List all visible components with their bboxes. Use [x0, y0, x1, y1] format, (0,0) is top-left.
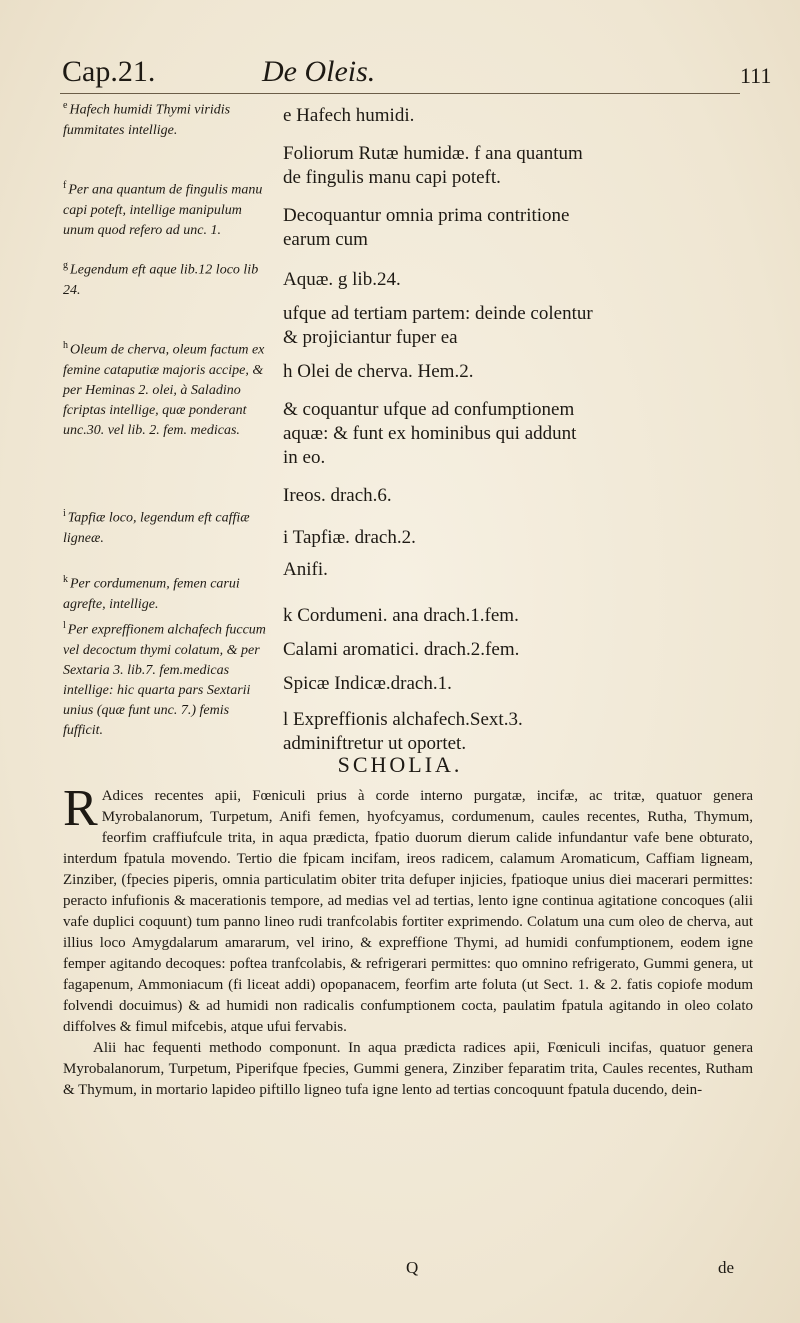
note-text: Hafech humidi Thymi viridis fummitates intellige.	[63, 102, 231, 138]
drop-cap: R	[63, 780, 98, 837]
note-marker: g	[63, 260, 68, 271]
note-text: Legendum eft aque lib.12 loco lib 24.	[63, 262, 259, 298]
note-text: Per ana quantum de fingulis manu capi poteft, intellige manipulum unum quod refero ad unc. 1.	[63, 182, 263, 238]
note-marker: h	[63, 340, 68, 351]
recipe-line: i Tapfiæ. drach.2.	[283, 527, 416, 548]
note-marker: e	[63, 100, 68, 111]
recipe-line: Decoquantur omnia prima contritione	[283, 205, 570, 226]
recipe-line: k Cordumeni. ana drach.1.fem.	[283, 605, 519, 626]
recipe-line: e Hafech humidi.	[283, 105, 415, 126]
margin-note-f	[63, 176, 268, 241]
recipe-line: adminiftretur ut oportet.	[283, 733, 467, 754]
note-text: Tapfiæ loco, legendum eft caffiæ ligneæ.	[63, 510, 250, 546]
recipe-line: de fingulis manu capi poteft.	[283, 167, 501, 188]
recipe-line: Foliorum Rutæ humidæ. f ana quantum	[283, 143, 583, 164]
scholia-heading: SCHOLIA.	[337, 752, 463, 777]
recipe-line: & coquantur ufque ad confumptionem	[283, 399, 575, 420]
scholia-body	[63, 780, 753, 1101]
scholia-text: Adices recentes apii, Fœniculi prius à corde interno purgatæ, incifæ, ac tritæ, quatuor genera Myrobalanorum, Turpetum, Anifi femen, hyofcyamus, cordumenum, caules recentes, Rutha, Thymum, feorfim craffiufcule trita, in aqua prædicta, fpatio duorum dierum calide infundantur vafe bene obturato, interdum fpatula movendo. Tertio die fpicam incifam, ireos radicem, calamum Aromaticum, Caffiam ligneam, Zinziber, (fpecies piperis, omnia particulatim obiter trita defuper injicies, fpatioque unius diei macerari permittes: peracto infufionis & macerationis tempore, ad medias vel ad tertias, lento igne continua agitatione concoques (alii vafe duplici coquunt) tum panno lineo rudi tranfcolabis fortiter exprimendo. Colatum una cum oleo de cherva, aut illius loco Amygdalarum amararum, vel irino, & expreffione Thymi, ad humidi confumptionem, eodem igne femper agitando decoques: poftea tranfcolabis, & refrigerari permittes: quo omnino refrigerato, Gummi genera, ut fagapenum, Ammoniacum (fi liceat addi) opopanacem, feorfim arte foluta (ut Sect. 1. & 2. fatis copiofe modum folvendi docuimus) & ad humidi non radicalis confumptionem cocta, paulatim fpatula agitando in oleo colato diffolves & fimul mifcebis, atque ufui fervabis.	[63, 788, 753, 1035]
recipe-line: aquæ: & funt ex hominibus qui addunt	[283, 423, 577, 444]
margin-note-k	[63, 570, 268, 615]
scholia-paragraph	[63, 780, 753, 1038]
note-text: Per cordumenum, femen carui agrefte, intellige.	[63, 576, 240, 612]
scholia-text: Alii hac fequenti methodo componunt. In aqua prædicta radices apii, Fœniculi incifas, quatuor genera Myrobalanorum, Turpetum, Piperifque fpecies, Gummi genera, Zinziber feparatim trita, Caules recentes, Rutham & Thymum, in mortario lapideo piftillo ligneo tufa igne lento ad tertias concoquunt fpatula ducendo, dein-	[63, 1040, 753, 1098]
margin-note-l	[63, 616, 268, 741]
recipe-line: Ireos. drach.6.	[283, 485, 392, 506]
margin-note-h	[63, 336, 268, 441]
margin-note-e	[63, 96, 268, 141]
note-marker: k	[63, 574, 68, 585]
recipe-line: Anifi.	[283, 559, 328, 580]
recipe-line: Aquæ. g lib.24.	[283, 269, 401, 290]
note-text: Per expreffionem alchafech fuccum vel decoctum thymi colatum, & per Sextaria 3. lib.7. fem.medicas intellige: hic quarta pars Sextarii unius (quæ funt unc. 7.) femis fufficit.	[63, 622, 266, 738]
header-rule	[60, 93, 740, 94]
recipe-line: in eo.	[283, 447, 326, 468]
margin-note-g	[63, 256, 268, 301]
note-text: Oleum de cherva, oleum factum ex femine cataputiæ majoris accipe, & per Heminas 2. olei, à Saladino fcriptas intellige, quæ ponderant unc.30. vel lib. 2. fem. medicas.	[63, 342, 265, 438]
note-marker: l	[63, 620, 66, 631]
recipe-line: l Expreffionis alchafech.Sext.3.	[283, 709, 523, 730]
chapter-heading: Cap.21.	[62, 55, 156, 88]
catchword: de	[718, 1258, 735, 1277]
recipe-line: & projiciantur fuper ea	[283, 327, 458, 348]
note-marker: f	[63, 180, 67, 191]
scholia-paragraph	[63, 1038, 753, 1101]
signature-mark: Q	[406, 1258, 419, 1277]
recipe-line: Spicæ Indicæ.drach.1.	[283, 673, 452, 694]
recipe-line: Calami aromatici. drach.2.fem.	[283, 639, 520, 660]
recipe-line: h Olei de cherva. Hem.2.	[283, 361, 474, 382]
page-number: 111	[740, 63, 772, 88]
note-marker: i	[63, 508, 66, 519]
margin-note-i	[63, 504, 268, 549]
running-title: De Oleis.	[262, 55, 376, 88]
recipe-line: earum cum	[283, 229, 368, 250]
recipe-line: ufque ad tertiam partem: deinde colentur	[283, 303, 593, 324]
